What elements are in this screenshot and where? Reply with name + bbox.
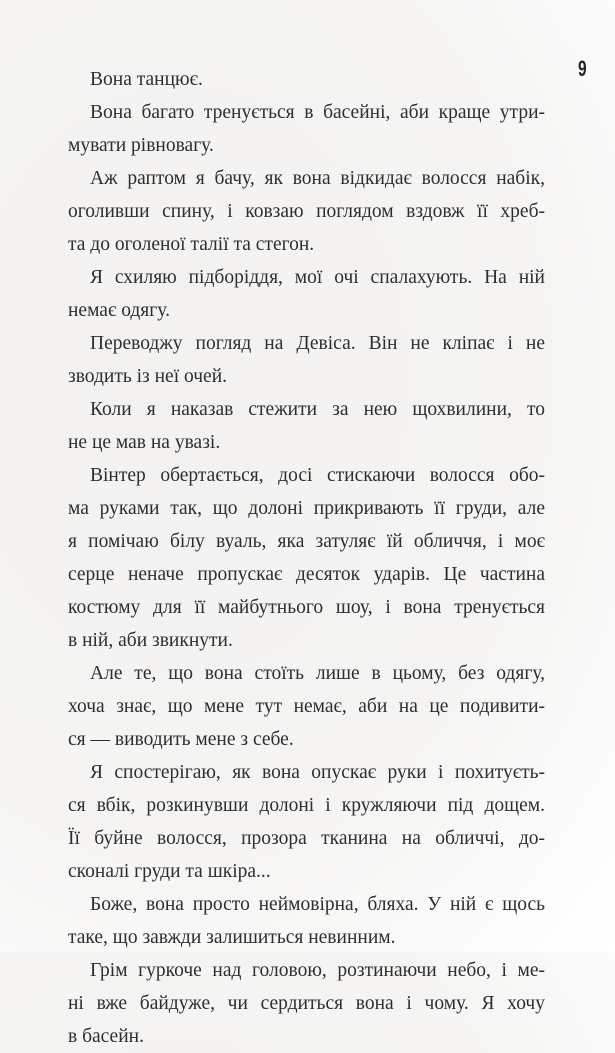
paragraph [68, 393, 545, 459]
text-line: Вона танцює. [90, 69, 203, 90]
text-line: Я схиляю підборіддя, мої очі спалахують. На ній [90, 267, 545, 288]
text-line: ся — виводить мене з себе. [68, 729, 294, 750]
text-line: костюму для її майбутнього шоу, і вона тренується [68, 597, 545, 618]
text-line: та до оголеної талії та стегон. [68, 234, 315, 255]
body-text [68, 63, 545, 1053]
paragraph [68, 96, 545, 162]
text-line: серце неначе пропускає десяток ударів. Це частина [68, 564, 545, 585]
text-line: Боже, вона просто неймовірна, бляха. У ній є щось [90, 894, 545, 915]
paragraph [68, 954, 545, 1053]
paragraph [68, 756, 545, 888]
text-line: ні вже байдуже, чи сердиться вона і чому. Я хочу [68, 993, 545, 1014]
paragraph [68, 657, 545, 756]
text-line: в ній, аби звикнути. [68, 630, 233, 651]
text-line: мувати рівновагу. [68, 135, 214, 156]
paragraph [68, 162, 545, 261]
paragraph [68, 459, 545, 657]
text-line: Я спостерігаю, як вона опускає руки і похитуєть- [90, 762, 545, 783]
text-line: ма руками так, що долоні прикривають її груди, але [68, 498, 545, 519]
text-line: Але те, що вона стоїть лише в цьому, без одягу, [90, 663, 545, 684]
text-line: Коли я наказав стежити за нею щохвилини, то [90, 399, 545, 420]
page-number: 9 [578, 56, 587, 81]
text-line: таке, що завжди залишиться невинним. [68, 927, 396, 948]
text-line: в басейн. [68, 1026, 144, 1047]
paragraph [68, 261, 545, 327]
text-line: Вона багато тренується в басейні, аби краще утри- [90, 102, 545, 123]
text-line: Її буйне волосся, прозора тканина на обличчі, до- [68, 828, 545, 849]
text-line: сконалі груди та шкіра... [68, 861, 271, 882]
text-line: Грім гуркоче над головою, розтинаючи небо, і ме- [90, 960, 545, 981]
text-line: Переводжу погляд на Девіса. Він не кліпає і не [90, 333, 545, 354]
text-line: не це мав на увазі. [68, 432, 221, 453]
text-line: ся вбік, розкинувши долоні і кружляючи під дощем. [68, 795, 545, 816]
text-line: зводить із неї очей. [68, 366, 228, 387]
text-line: хоча знає, що мене тут немає, аби на це подивити- [68, 696, 545, 717]
text-line: я помічаю білу вуаль, яка затуляє їй обличчя, і моє [68, 531, 545, 552]
paragraph [68, 327, 545, 393]
text-line: Вінтер обертається, досі стискаючи волосся обо- [90, 465, 545, 486]
paragraph [68, 63, 545, 96]
text-line: оголивши спину, і ковзаю поглядом вздовж її хреб- [68, 201, 545, 222]
text-line: немає одягу. [68, 300, 170, 321]
text-line: Аж раптом я бачу, як вона відкидає волосся набік, [90, 168, 545, 189]
paragraph [68, 888, 545, 954]
